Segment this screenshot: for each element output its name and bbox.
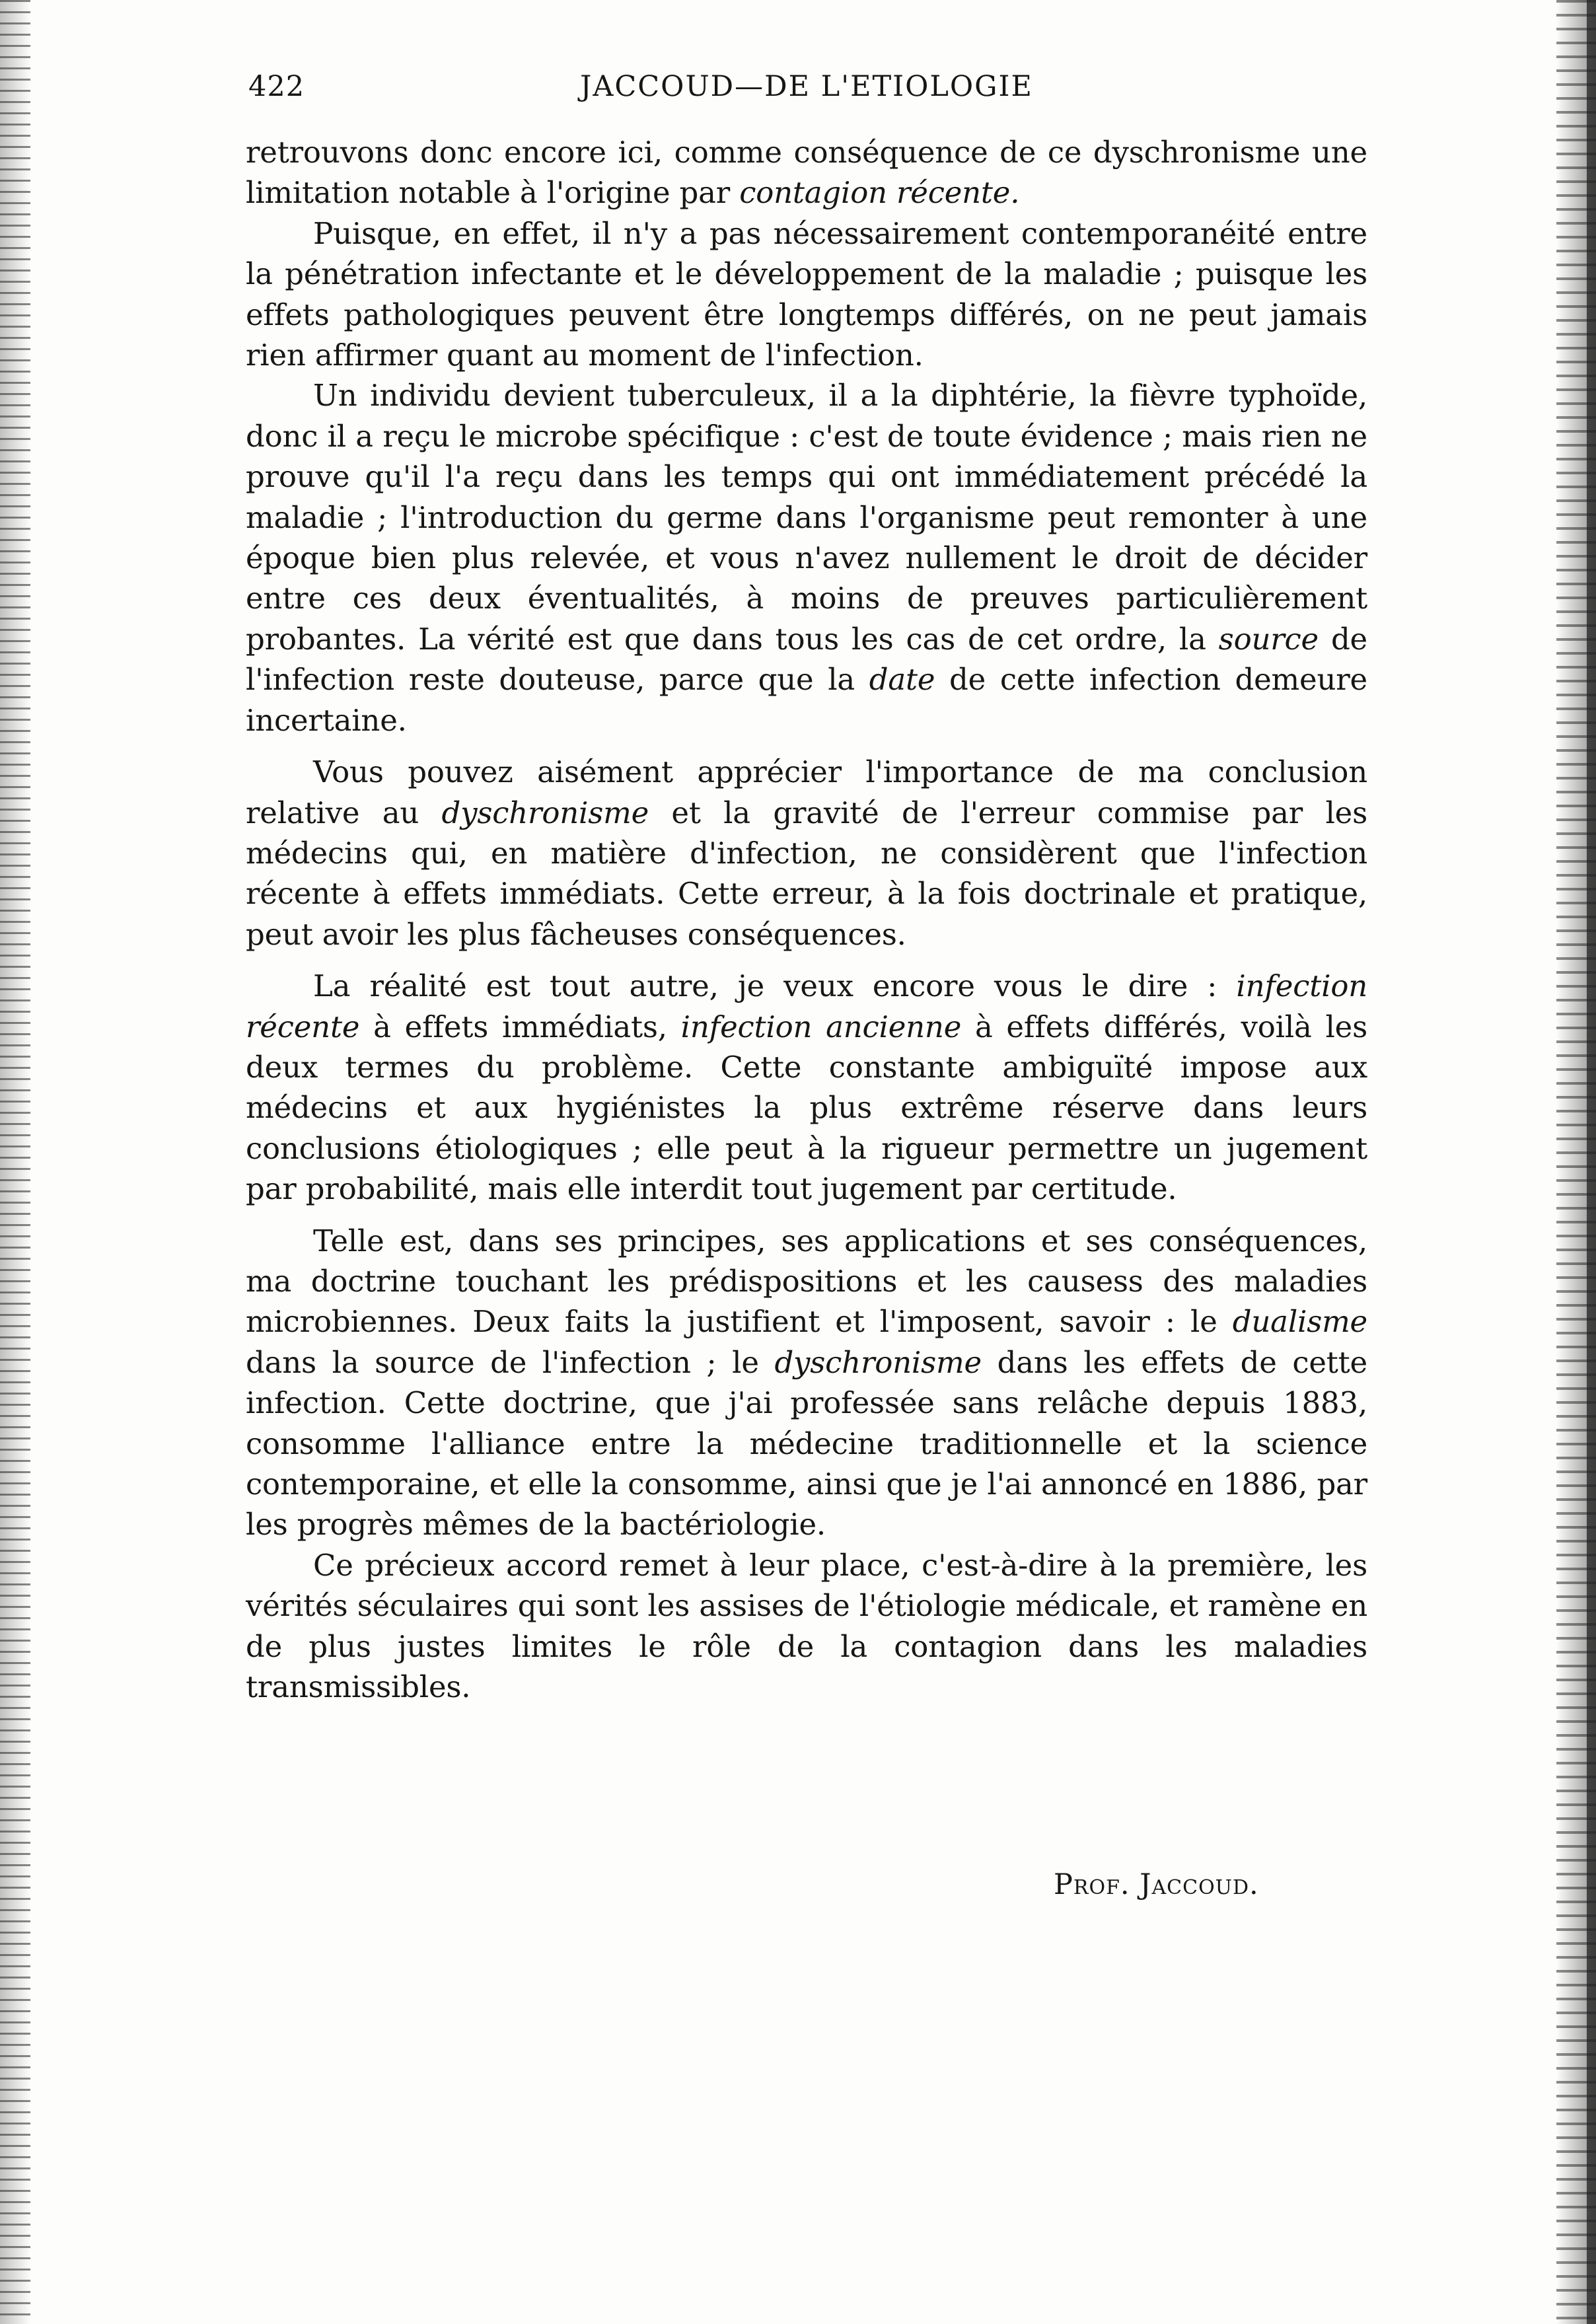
paragraph bbox=[246, 213, 1367, 376]
italic-text: infection ancienne bbox=[680, 1009, 962, 1044]
italic-text: source bbox=[1218, 621, 1319, 657]
page-body bbox=[246, 132, 1367, 1707]
text-run: dans les effets de cette infection. Cette doctrine, que j'ai professée sans relâche depuis 1883, consomme l'alliance entre la médecine traditionnelle et la science contemporaine, et elle la consomme, ainsi que je l'ai annoncé en 1886, par les progrès mêmes de la bactériologie. bbox=[246, 1344, 1367, 1543]
paragraph bbox=[246, 1221, 1367, 1545]
text-run: à effets immédiats, bbox=[359, 1009, 681, 1044]
text-run: de l'infection reste douteuse, parce que la bbox=[246, 621, 1367, 698]
text-run: et la gravité de l'erreur commise par les médecins qui, en matière d'infection, ne considèrent que l'infection récente à effets immédiats. Cette erreur, à la fois doctrinale et pratique, peut avoir les plus fâcheuses conséquences. bbox=[246, 795, 1367, 952]
text-run: à effets différés, voilà les deux termes du problème. Cette constante ambiguïté impose aux médecins et aux hygiénistes la plus extrême réserve dans leurs conclusions étiologiques ; elle peut à la rigueur permettre un jugement par probabilité, mais elle interdit tout jugement par certitude. bbox=[246, 1009, 1367, 1207]
scan-edge-right-bar bbox=[1587, 0, 1596, 2324]
text-run: Un individu devient tuberculeux, il a la diphtérie, la fièvre typhoïde, donc il a reçu le microbe spécifique : c'est de toute évidence ; mais rien ne prouve qu'il l'a reçu dans les temps qui ont immédiatement précédé la maladie ; l'introduction du germe dans l'organisme peut remonter à une époque bien plus relevée, et vous n'avez nullement le droit de décider entre ces deux éventualités, à moins de preuves particulièrement probantes. La vérité est que dans tous les cas de cet ordre, la bbox=[246, 378, 1367, 657]
text-run: de cette infection demeure incertaine. bbox=[246, 662, 1367, 738]
italic-text: infection récente bbox=[246, 968, 1367, 1044]
paragraph bbox=[246, 752, 1367, 955]
paragraph bbox=[246, 966, 1367, 1209]
text-run: Vous pouvez aisément apprécier l'importance de ma conclusion relative au bbox=[246, 754, 1367, 830]
paragraph bbox=[246, 132, 1367, 213]
italic-text: dyschronisme bbox=[441, 795, 649, 830]
text-run: Ce précieux accord remet à leur place, c'est-à-dire à la première, les vérités séculaires qui sont les assises de l'étiologie médicale, et ramène en de plus justes limites le rôle de la contagion dans les maladies transmissibles. bbox=[246, 1547, 1367, 1705]
italic-text: date bbox=[869, 662, 935, 698]
page-number: 422 bbox=[248, 70, 305, 103]
text-run: La réalité est tout autre, je veux encore vous le dire : bbox=[313, 968, 1237, 1004]
scan-edge-left bbox=[0, 0, 30, 2324]
page-header bbox=[248, 63, 1365, 116]
text-run: retrouvons donc encore ici, comme conséquence de ce dyschronisme une limitation notable à l'origine par bbox=[246, 135, 1367, 211]
italic-text: dyschronisme bbox=[774, 1344, 982, 1380]
italic-text: dualisme bbox=[1232, 1304, 1367, 1340]
paragraph bbox=[246, 375, 1367, 741]
text-run: dans la source de l'infection ; le bbox=[246, 1344, 775, 1380]
text-run: Puisque, en effet, il n'y a pas nécessairement contemporanéité entre la pénétration infectante et le développement de la maladie ; puisque les effets pathologiques peuvent être longtemps différés, on ne peut jamais rien affirmer quant au moment de l'infection. bbox=[246, 215, 1367, 373]
author-signature: Prof. Jaccoud. bbox=[1054, 1868, 1259, 1901]
running-head: JACCOUD—DE L'ETIOLOGIE bbox=[580, 70, 1033, 103]
italic-text: contagion récente. bbox=[739, 175, 1020, 211]
paragraph bbox=[246, 1545, 1367, 1708]
text-run: Telle est, dans ses principes, ses applications et ses conséquences, ma doctrine touchant les prédispositions et les causess des maladies microbiennes. Deux faits la justifient et l'imposent, savoir : le bbox=[246, 1223, 1367, 1340]
